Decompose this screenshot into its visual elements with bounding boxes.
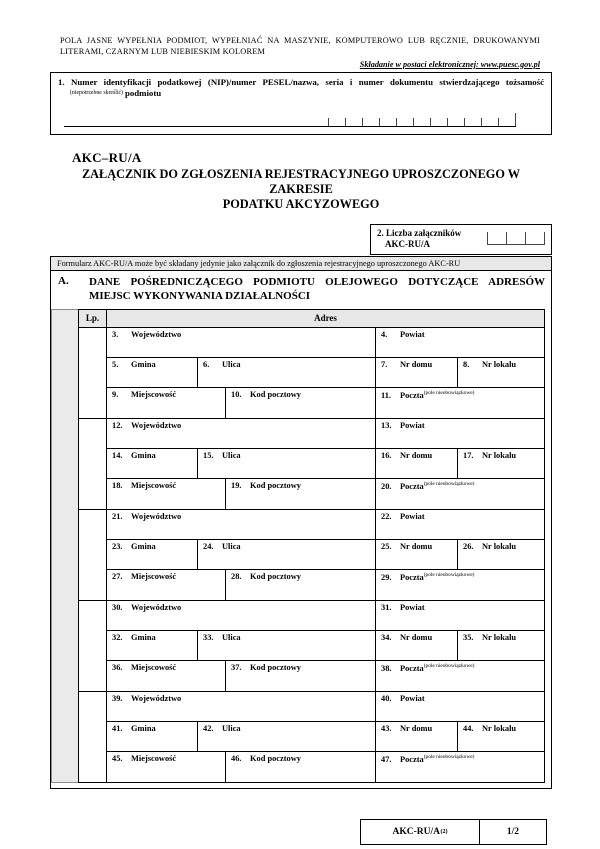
column-header-lp: Lp. — [79, 310, 107, 327]
comb-cell[interactable] — [481, 118, 498, 126]
footer-box — [360, 819, 547, 845]
field-number: 47. — [381, 754, 392, 764]
field-number: 36. — [112, 662, 123, 672]
field-label: Ulica — [222, 450, 241, 460]
field-label: Nr domu — [400, 359, 433, 369]
field-number: 43. — [381, 723, 392, 733]
field-label: Nr domu — [400, 450, 433, 460]
field-label: Gmina — [131, 541, 156, 551]
fill-instruction — [60, 36, 540, 58]
field-poczta[interactable] — [376, 661, 544, 691]
address-block — [79, 601, 544, 692]
field-kod-pocztowy[interactable] — [226, 752, 376, 782]
field-label: Poczta — [400, 663, 424, 673]
field-nr-domu[interactable] — [376, 540, 458, 569]
field-number: 7. — [381, 359, 388, 369]
field-number: 6. — [203, 359, 210, 369]
field-number: 12. — [112, 420, 123, 430]
optional-field-note: (pole nieobowiązkowe) — [423, 389, 475, 396]
comb-cell[interactable] — [396, 118, 413, 126]
field-powiat[interactable] — [376, 692, 544, 721]
form-title-line1: ZAŁĄCZNIK DO ZGŁOSZENIA REJESTRACYJNEGO UPROSZCZONEGO W ZAKRESIE — [81, 166, 521, 196]
address-table — [78, 309, 545, 783]
field-2-label — [377, 228, 461, 251]
field-ulica[interactable] — [198, 631, 376, 660]
field-label: Gmina — [131, 632, 156, 642]
section-a — [50, 270, 552, 789]
field-label: Nr lokalu — [482, 359, 517, 369]
address-block — [79, 510, 544, 601]
optional-field-note: (pole nieobowiązkowe) — [423, 662, 475, 669]
field-number: 26. — [463, 541, 474, 551]
field-number: 27. — [112, 571, 123, 581]
field-label: Miejscowość — [131, 389, 177, 399]
field-label: Nr lokalu — [482, 723, 517, 733]
footer-form-code — [361, 820, 480, 844]
address-row — [107, 570, 544, 600]
field-ulica[interactable] — [198, 449, 376, 478]
field-ulica[interactable] — [198, 540, 376, 569]
field-kod-pocztowy[interactable] — [226, 661, 376, 691]
field-number: 18. — [112, 480, 123, 490]
address-row — [107, 692, 544, 722]
field-number: 46. — [231, 753, 242, 763]
comb-cell[interactable] — [328, 118, 345, 126]
field-wojewodztwo[interactable] — [107, 601, 376, 630]
field-label: Poczta — [400, 572, 424, 582]
optional-field-note: (pole nieobowiązkowe) — [423, 480, 475, 487]
field-number: 45. — [112, 753, 123, 763]
field-number: 19. — [231, 480, 242, 490]
field-nr-lokalu[interactable] — [458, 358, 544, 387]
field-nr-lokalu[interactable] — [458, 449, 544, 478]
field-number: 30. — [112, 602, 123, 612]
field-number: 15. — [203, 450, 214, 460]
address-row — [107, 328, 544, 358]
field-number: 23. — [112, 541, 123, 551]
field-nr-lokalu[interactable] — [458, 540, 544, 569]
field-label: Powiat — [400, 420, 425, 430]
field-label: Województwo — [131, 602, 182, 612]
field-nr-domu[interactable] — [376, 449, 458, 478]
field-label: Nr domu — [400, 723, 433, 733]
field-kod-pocztowy[interactable] — [226, 479, 376, 509]
address-row — [107, 540, 544, 570]
comb-cell[interactable] — [362, 118, 379, 126]
field-number: 22. — [381, 511, 392, 521]
field-label: Gmina — [131, 359, 156, 369]
field-label: Ulica — [222, 723, 241, 733]
field-number: 33. — [203, 632, 214, 642]
field-poczta[interactable] — [376, 479, 544, 509]
lp-cell[interactable] — [79, 419, 107, 509]
field-miejscowosc[interactable] — [107, 661, 226, 691]
lp-cell[interactable] — [79, 692, 107, 782]
address-row — [107, 722, 544, 752]
field-wojewodztwo[interactable] — [107, 419, 376, 448]
field-label: Poczta — [400, 754, 424, 764]
field-number: 20. — [381, 481, 392, 491]
field-label: Gmina — [131, 450, 156, 460]
comb-cell[interactable] — [447, 118, 464, 126]
fill-instruction-line1: POLA JASNE WYPEŁNIA PODMIOT, WYPEŁNIAĆ NA MASZYNIE, KOMPUTEROWO LUB RĘCZNIE, DRUKOWANYMI — [60, 36, 540, 45]
field-wojewodztwo[interactable] — [107, 692, 376, 721]
field-kod-pocztowy[interactable] — [226, 570, 376, 600]
address-block — [79, 419, 544, 510]
field-miejscowosc[interactable] — [107, 752, 226, 782]
field-label: Nr lokalu — [482, 450, 517, 460]
field-nr-lokalu[interactable] — [458, 631, 544, 660]
field-gmina[interactable] — [107, 358, 198, 387]
field-number: 28. — [231, 571, 242, 581]
field-label: Nr domu — [400, 632, 433, 642]
field-miejscowosc[interactable] — [107, 388, 226, 418]
field-number: 37. — [231, 662, 242, 672]
field-1-nip-box — [50, 72, 552, 135]
comb-cell[interactable] — [379, 118, 396, 126]
field-1-strike-note: (niepotrzebne skreślić) — [70, 89, 123, 96]
electronic-submission-note: Składanie w postaci elektronicznej: www.puesc.gov.pl — [359, 59, 540, 69]
field-2-count-input[interactable] — [487, 233, 545, 245]
field-powiat[interactable] — [376, 328, 544, 357]
field-1-nip-input[interactable] — [64, 113, 516, 127]
field-label: Miejscowość — [131, 571, 177, 581]
field-nr-domu[interactable] — [376, 722, 458, 751]
field-label: Województwo — [131, 420, 182, 430]
section-a-left-strip — [51, 309, 78, 783]
optional-field-note: (pole nieobowiązkowe) — [423, 571, 475, 578]
field-wojewodztwo[interactable] — [107, 328, 376, 357]
field-number: 5. — [112, 359, 119, 369]
comb-cell[interactable] — [430, 118, 447, 126]
field-label: Województwo — [131, 329, 182, 339]
field-label: Województwo — [131, 511, 182, 521]
fill-instruction-line2: LITERAMI, CZARNYM LUB NIEBIESKIM KOLOREM — [60, 46, 266, 56]
address-block — [79, 328, 544, 419]
address-row — [107, 358, 544, 388]
address-block — [79, 692, 544, 782]
field-number: 8. — [463, 359, 470, 369]
field-ulica[interactable] — [198, 358, 376, 387]
field-nr-lokalu[interactable] — [458, 722, 544, 751]
field-label: Nr lokalu — [482, 632, 517, 642]
section-a-title-line1: DANE POŚREDNICZĄCEGO PODMIOTU OLEJOWEGO DOTYCZĄCE ADRESÓW — [89, 276, 545, 289]
address-row — [107, 601, 544, 631]
address-row — [107, 631, 544, 661]
field-label: Powiat — [400, 693, 425, 703]
field-label: Powiat — [400, 329, 425, 339]
section-a-letter: A. — [58, 275, 69, 288]
field-number: 25. — [381, 541, 392, 551]
field-1-label-suffix: podmiotu — [124, 87, 162, 98]
comb-end-mark — [544, 232, 545, 244]
field-number: 29. — [381, 572, 392, 582]
lp-cell[interactable] — [79, 328, 107, 418]
field-number: 3. — [112, 329, 119, 339]
field-gmina[interactable] — [107, 449, 198, 478]
field-number: 9. — [112, 389, 119, 399]
field-label: Nr domu — [400, 541, 433, 551]
field-number: 31. — [381, 602, 392, 612]
field-number: 40. — [381, 693, 392, 703]
field-label: Poczta — [400, 481, 424, 491]
address-row — [107, 419, 544, 449]
field-1-label-line2 — [70, 88, 544, 98]
field-powiat[interactable] — [376, 601, 544, 630]
field-label: Kod pocztowy — [250, 389, 301, 399]
comb-cell[interactable] — [413, 118, 430, 126]
address-row — [107, 510, 544, 540]
field-label: Miejscowość — [131, 480, 177, 490]
comb-cell[interactable] — [345, 118, 362, 126]
comb-cell[interactable] — [464, 118, 481, 126]
field-number: 13. — [381, 420, 392, 430]
address-row — [107, 752, 544, 782]
field-powiat[interactable] — [376, 510, 544, 539]
field-label: Gmina — [131, 723, 156, 733]
field-nr-domu[interactable] — [376, 358, 458, 387]
form-title — [50, 167, 552, 213]
field-gmina[interactable] — [107, 631, 198, 660]
form-code-heading: AKC–RU/A — [72, 149, 142, 165]
address-row — [107, 479, 544, 509]
field-label: Miejscowość — [131, 753, 177, 763]
field-label: Kod pocztowy — [250, 480, 301, 490]
address-row — [107, 661, 544, 691]
field-label: Ulica — [222, 541, 241, 551]
field-nr-domu[interactable] — [376, 631, 458, 660]
comb-end-mark — [515, 113, 516, 126]
field-number: 39. — [112, 693, 123, 703]
comb-cell[interactable] — [525, 232, 544, 244]
field-label: Kod pocztowy — [250, 753, 301, 763]
address-row — [107, 449, 544, 479]
field-number: 35. — [463, 632, 474, 642]
field-number: 34. — [381, 632, 392, 642]
field-poczta[interactable] — [376, 570, 544, 600]
field-number: 21. — [112, 511, 123, 521]
field-label: Powiat — [400, 602, 425, 612]
optional-field-note: (pole nieobowiązkowe) — [423, 753, 475, 760]
field-label: Miejscowość — [131, 662, 177, 672]
footer-page-number: 1/2 — [506, 826, 520, 837]
field-kod-pocztowy[interactable] — [226, 388, 376, 418]
field-number: 17. — [463, 450, 474, 460]
comb-cell[interactable] — [506, 232, 525, 244]
field-number: 44. — [463, 723, 474, 733]
section-a-title-line2: MIEJSC WYKONYWANIA DZIAŁALNOŚCI — [89, 290, 311, 303]
address-table-header — [79, 310, 544, 328]
field-miejscowosc[interactable] — [107, 479, 226, 509]
form-title-line2: PODATKU AKCYZOWEGO — [222, 197, 380, 212]
section-a-title — [89, 275, 545, 304]
field-poczta[interactable] — [376, 752, 544, 782]
field-miejscowosc[interactable] — [107, 570, 226, 600]
field-2-label-line2: AKC-RU/A — [385, 239, 430, 250]
field-1-label: 1. Numer identyfikacji podatkowej (NIP)/numer PESEL/nazwa, seria i numer dokumentu stwierdzającego tożsamość — [58, 76, 544, 87]
lp-cell[interactable] — [79, 601, 107, 691]
field-powiat[interactable] — [376, 419, 544, 448]
field-number: 14. — [112, 450, 123, 460]
footer-form-code-sub: (2) — [440, 828, 448, 835]
field-number: 16. — [381, 450, 392, 460]
field-number: 10. — [231, 389, 242, 399]
field-label: Kod pocztowy — [250, 662, 301, 672]
field-label: Powiat — [400, 511, 425, 521]
field-number: 24. — [203, 541, 214, 551]
field-label: Kod pocztowy — [250, 571, 301, 581]
field-label: Ulica — [222, 632, 241, 642]
field-number: 41. — [112, 723, 123, 733]
field-gmina[interactable] — [107, 540, 198, 569]
field-label: Nr lokalu — [482, 541, 517, 551]
field-label: Województwo — [131, 693, 182, 703]
column-header-adres: Adres — [314, 313, 337, 324]
field-number: 32. — [112, 632, 123, 642]
lp-cell[interactable] — [79, 510, 107, 600]
formular-notice-bar: Formularz AKC-RU/A może być składany jedynie jako załącznik do zgłoszenia rejestracyjnego uproszczonego AKC-RU — [50, 256, 552, 271]
field-label: Poczta — [400, 390, 424, 400]
comb-cell[interactable] — [498, 118, 515, 126]
field-2-attachment-count-box — [370, 224, 552, 255]
field-ulica[interactable] — [198, 722, 376, 751]
address-row — [107, 388, 544, 418]
field-number: 42. — [203, 723, 214, 733]
field-poczta[interactable] — [376, 388, 544, 418]
footer-form-code-text: AKC-RU/A — [392, 826, 440, 837]
field-label: Ulica — [222, 359, 241, 369]
field-wojewodztwo[interactable] — [107, 510, 376, 539]
field-number: 38. — [381, 663, 392, 673]
field-number: 11. — [381, 390, 392, 400]
field-gmina[interactable] — [107, 722, 198, 751]
field-number: 4. — [381, 329, 388, 339]
field-2-label-line1: 2. Liczba załączników — [377, 227, 462, 238]
comb-cell[interactable] — [487, 232, 506, 244]
